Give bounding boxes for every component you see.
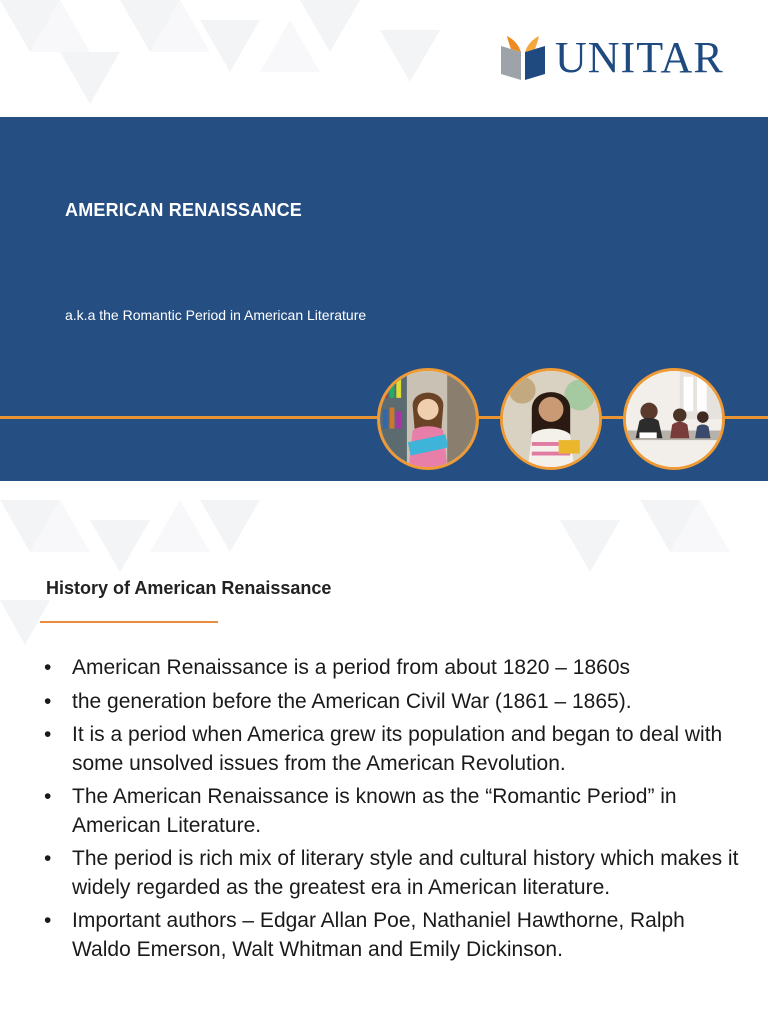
section-heading: History of American Renaissance — [46, 578, 332, 598]
bullet-item: • Important authors – Edgar Allan Poe, Nathaniel Hawthorne, Ralph Waldo Emerson, Walt Whitman and Emily Dickinson. — [44, 907, 744, 964]
logo-wordmark: UNITAR — [555, 33, 724, 82]
bullet-item: • The period is rich mix of literary style and cultural history which makes it widely regarded as the greatest era in American literature. — [44, 845, 744, 902]
bullet-item: • the generation before the American Civil War (1861 – 1865). — [44, 688, 744, 717]
title-banner — [0, 117, 768, 481]
classroom-students-photo — [623, 368, 725, 470]
bullet-item: • The American Renaissance is known as the “Romantic Period” in American Literature. — [44, 783, 744, 840]
bullet-item: • American Renaissance is a period from about 1820 – 1860s — [44, 654, 744, 683]
bullet-item: • It is a period when America grew its population and began to deal with some unsolved issues from the American Revolution. — [44, 721, 744, 778]
book-logo-icon — [497, 32, 549, 84]
bullet-list — [44, 654, 744, 969]
slide-subtitle: a.k.a the Romantic Period in American Literature — [65, 307, 367, 323]
heading-underline — [40, 621, 218, 623]
smiling-student-photo — [500, 368, 602, 470]
slide-title: AMERICAN RENAISSANCE — [65, 200, 303, 220]
unitar-logo — [497, 30, 742, 86]
library-student-photo — [377, 368, 479, 470]
